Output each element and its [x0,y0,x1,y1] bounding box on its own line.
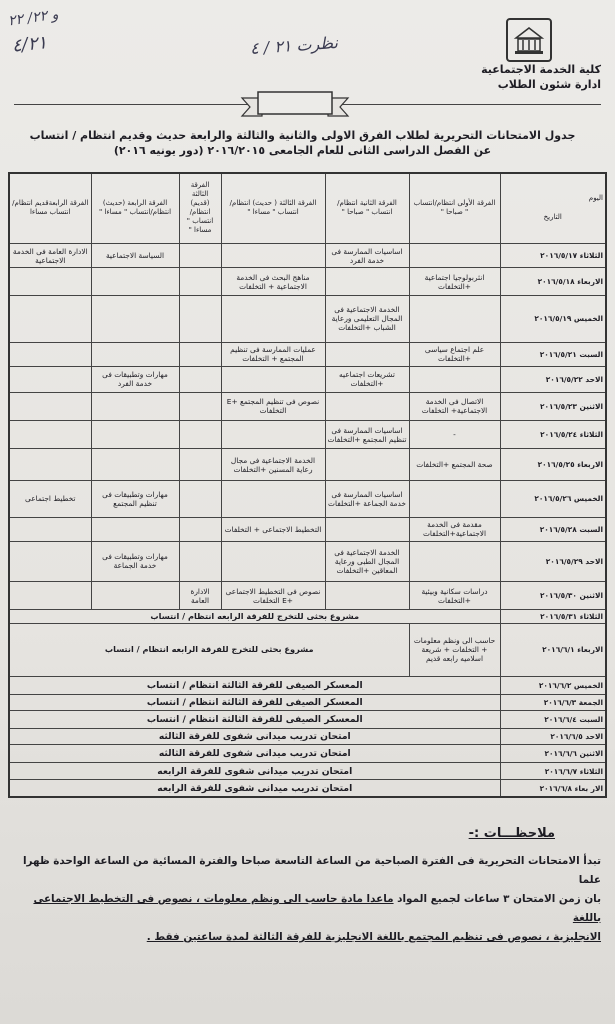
college-header [481,62,601,92]
table-row: الاحد ٢٠١٦/٦/٥ امتحان تدريب ميدانى شفوى للفرقة الثالثه [9,728,606,744]
table-row: الاربعاء ٢٠١٦/٥/١٨ انثربولوجيا اجتماعية +التخلفات مناهج البحث فى الخدمة الاجتماعية + التخلفات [9,268,606,296]
table-row: الثلاثاء ٢٠١٦/٥/٣١ مشروع بحثى للتخرج للفرقة الرابعه انتظام / انتساب [9,610,606,624]
department-name: ادارة شئون الطلاب [497,78,601,91]
table-row: الاربعاء ٢٠١٦/٥/٢٥ صحة المجتمع +التخلفات الخدمة الاجتماعية فى مجال رعاية المسنين +التخلفات [9,449,606,481]
notes-line-3: الانجليزية ، نصوص فى تنظيم المجتمع باللغة الانجليزية للفرقة الثالثة لمدة ساعتين فقط . [146,931,601,943]
table-row: السبت ٢٠١٦/٥/٢١ علم اجتماع سياسى +التخلفات عمليات الممارسة فى تنظيم المجتمع + التخلفات [9,342,606,366]
table-row: الاثنين ٢٠١٦/٥/٢٣ الاتصال فى الخدمة الاجتماعية+ التخلفات نصوص فى تنظيم المجتمع +E التخلفات [9,392,606,420]
handwritten-note-top: نظرت ٢١ / ٤ [249,32,339,59]
table-row: الاثنين ٢٠١٦/٦/٦ امتحان تدريب ميدانى شفوى للفرقة الثالثه [9,744,606,762]
title-line-2: عن الفصل الدراسى الثانى للعام الجامعى ٢٠١٦/٢٠١٥ (دور يونيه ٢٠١٦) [113,144,492,157]
notes-line-1: تبدأ الامتحانات التحريرية فى الفترة الصباحية من الساعة التاسعة صباحا والفترة المسائية من الساعة الواحدة ظهرا علما [22,855,601,886]
header-year3-old: الفرقة الثالثة (قديم) انتظام/ انتساب " مساءا " [179,173,221,243]
table-row: الخميس ٢٠١٦/٦/٢ المعسكر الصيفى للفرقة الثالثة انتظام / انتساب [9,676,606,694]
table-row: الاحد ٢٠١٦/٥/٢٩ الخدمة الاجتماعية فى المجال الطبى ورعاية المعاقين +التخلفات مهارات وتطبيقات فى خدمة الجماعة [9,541,606,581]
header-year2: الفرقة الثانية انتظام/انتساب " صباحا " [325,173,409,243]
table-row: الثلاثاء ٢٠١٦/٥/١٧ اساسيات الممارسة فى خدمة الفرد السياسة الاجتماعية الادارة العامة فى الخدمة الاجتماعية [9,243,606,267]
table-row: الاحد ٢٠١٦/٥/٢٢ تشريعات اجتماعيه +التخلفات مهارات وتطبيقات فى خدمة الفرد [9,366,606,392]
notes-body [14,852,601,947]
table-row: السبت ٢٠١٦/٥/٢٨ مقدمة فى الخدمة الاجتماعية+التخلفات التخطيط الاجتماعى + التخلفات [9,517,606,541]
header-day-date: اليوم التاريخ [500,173,606,243]
title-line-1: جدول الامتحانات التحريرية لطلاب الفرق الاولى والثانية والثالثة والرابعة حديث وقديم انتظام / انتساب [29,129,576,142]
table-row: الثلاثاء ٢٠١٦/٥/٢٤ - اساسيات الممارسة فى تنظيم المجتمع +التخلفات [9,421,606,449]
university-logo [506,18,552,62]
table-row: الاربعاء ٢٠١٦/٦/١ حاسب الى ونظم معلومات + التخلفات + شريعة اسلاميه رابعه قديم مشروع بحثى للتخرج للفرقة الرابعه انتظام / انتساب [9,624,606,676]
building-emblem-icon [512,24,546,56]
document-title [20,128,585,158]
notes-heading: ملاحظـــات :- [468,826,555,841]
table-row: الخميس ٢٠١٦/٥/١٩ الخدمة الاجتماعية فى المجال التعليمى ورعاية الشباب +التخلفات [9,296,606,342]
ribbon-banner-icon [240,88,350,122]
exam-schedule-table [8,172,607,798]
table-header-row [9,173,606,243]
handwritten-date-top-left: ٤/٢١ [10,32,49,57]
table-row: السبت ٢٠١٦/٦/٤ المعسكر الصيفى للفرقة الثالثة انتظام / انتساب [9,710,606,728]
handwritten-note-top-left: و ٢٢/ ٢٢ [7,6,60,30]
notes-line-2: بان زمن الامتحان ٣ ساعات لجميع المواد ماعدا مادة حاسب الى ونظم معلومات ، نصوص فى التخطيط الاجتماعى باللغة [33,893,601,924]
table-row: الثلاثاء ٢٠١٦/٦/٧ امتحان تدريب ميدانى شفوى للفرقة الرابعه [9,763,606,780]
college-name: كلية الخدمة الاجتماعية [481,63,601,76]
header-year1: الفرقة الأولى انتظام/انتساب " صباحا " [409,173,500,243]
header-year3-new: الفرقة الثالثة ( حديث) انتظام/انتساب " مساءا " [221,173,325,243]
header-year4-new: الفرقة الرابعة (حديث) انتظام/انتساب " مساءا " [91,173,179,243]
table-row: الاثنين ٢٠١٦/٥/٣٠ دراسات سكانية وبيئية +التخلفات نصوص فى التخطيط الاجتماعى +E التخلفات الادارة العامة [9,581,606,609]
table-row: الخميس ٢٠١٦/٥/٢٦ اساسيات الممارسة فى خدمة الجماعة +التخلفات مهارات وتطبيقات فى تنظيم المجتمع تخطيط اجتماعى [9,481,606,517]
header-year4-old: الفرقة الرابعةقديم انتظام/انتساب مساءا [9,173,91,243]
table-row: الجمعة ٢٠١٦/٦/٣ المعسكر الصيفى للفرقة الثالثة انتظام / انتساب [9,694,606,710]
table-row: الار بعاء ٢٠١٦/٦/٨ امتحان تدريب ميدانى شفوى للفرقة الرابعه [9,780,606,797]
